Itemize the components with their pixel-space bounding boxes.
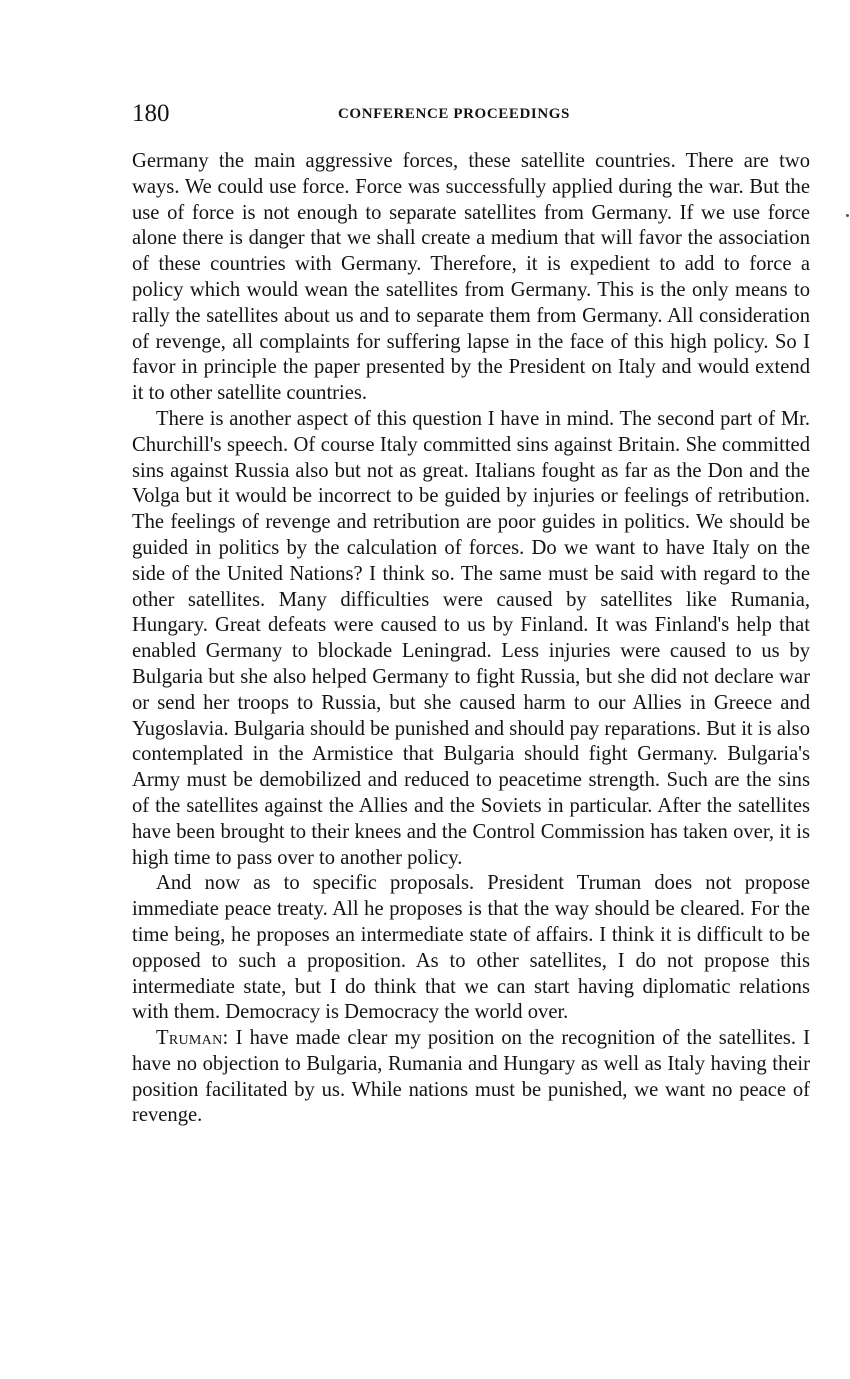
paragraph-continued: Germany the main aggressive forces, these satellite countries. There are two ways. We could use force. Force was successfully applied during the war. But the use of force is not enough to separate satellites from Germany. If we use force alone there is danger that we shall create a medium that will favor the association of these countries with Germany. Therefore, it is expedient to add to force a policy which would wean the satellites from Germany. This is the only means to rally the satellites about us and to separate them from Germany. All consideration of revenge, all complaints for suffering lapse in the face of this high policy. So I favor in principle the paper presented by the President on Italy and would extend it to other satellite countries. (132, 150, 810, 405)
page-number: 180 (132, 100, 170, 127)
scan-speck (846, 214, 849, 217)
paragraph: There is another aspect of this question I have in mind. The second part of Mr. Churchill's speech. Of course Italy committed sins against Britain. She committed sins against Russia also but not as great. Italians fought as far as the Don and the Volga but it would be incorrect to be guided by injuries or feelings of retribution. The feelings of revenge and retribution are poor guides in politics. We should be guided in politics by the calculation of forces. Do we want to have Italy on the side of the United Nations? I think so. The same must be said with regard to the other satellites. Many difficulties were caused by satellites like Rumania, Hungary. Great defeats were caused to us by Finland. It was Finland's help that enabled Germany to blockade Leningrad. Less injuries were caused to us by Bulgaria but she also helped Germany to fight Russia, but she did not declare war or send her troops to Russia, but she caused harm to our Allies in Greece and Yugoslavia. Bulgaria should be punished and should pay reparations. But it is also contemplated in the Armistice that Bulgaria should fight Germany. Bulgaria's Army must be demobilized and reduced to peacetime strength. Such are the sins of the satellites against the Allies and the Soviets in particular. After the satellites have been brought to their knees and the Control Commission has taken over, it is high time to pass over to another policy. (132, 407, 810, 869)
body-text (132, 149, 810, 1129)
paragraph: And now as to specific proposals. President Truman does not propose immediate peace treaty. All he proposes is that the way should be cleared. For the time being, he proposes an intermediate state of affairs. I think it is difficult to be opposed to such a proposition. As to other satellites, I do not propose this intermediate state, but I do think that we can start having diplomatic relations with them. Democracy is Democracy the world over. (132, 872, 810, 1024)
speaker-text: I have made clear my position on the recognition of the satellites. I have no objection to Bulgaria, Rumania and Hungary as well as Italy having their position facilitated by us. While nations must be punished, we want no peace of revenge. (132, 1027, 810, 1127)
speaker-paragraph (132, 1026, 810, 1129)
speaker-name: Truman: (156, 1027, 229, 1050)
running-head: CONFERENCE PROCEEDINGS (338, 106, 570, 122)
page-header (132, 98, 810, 130)
